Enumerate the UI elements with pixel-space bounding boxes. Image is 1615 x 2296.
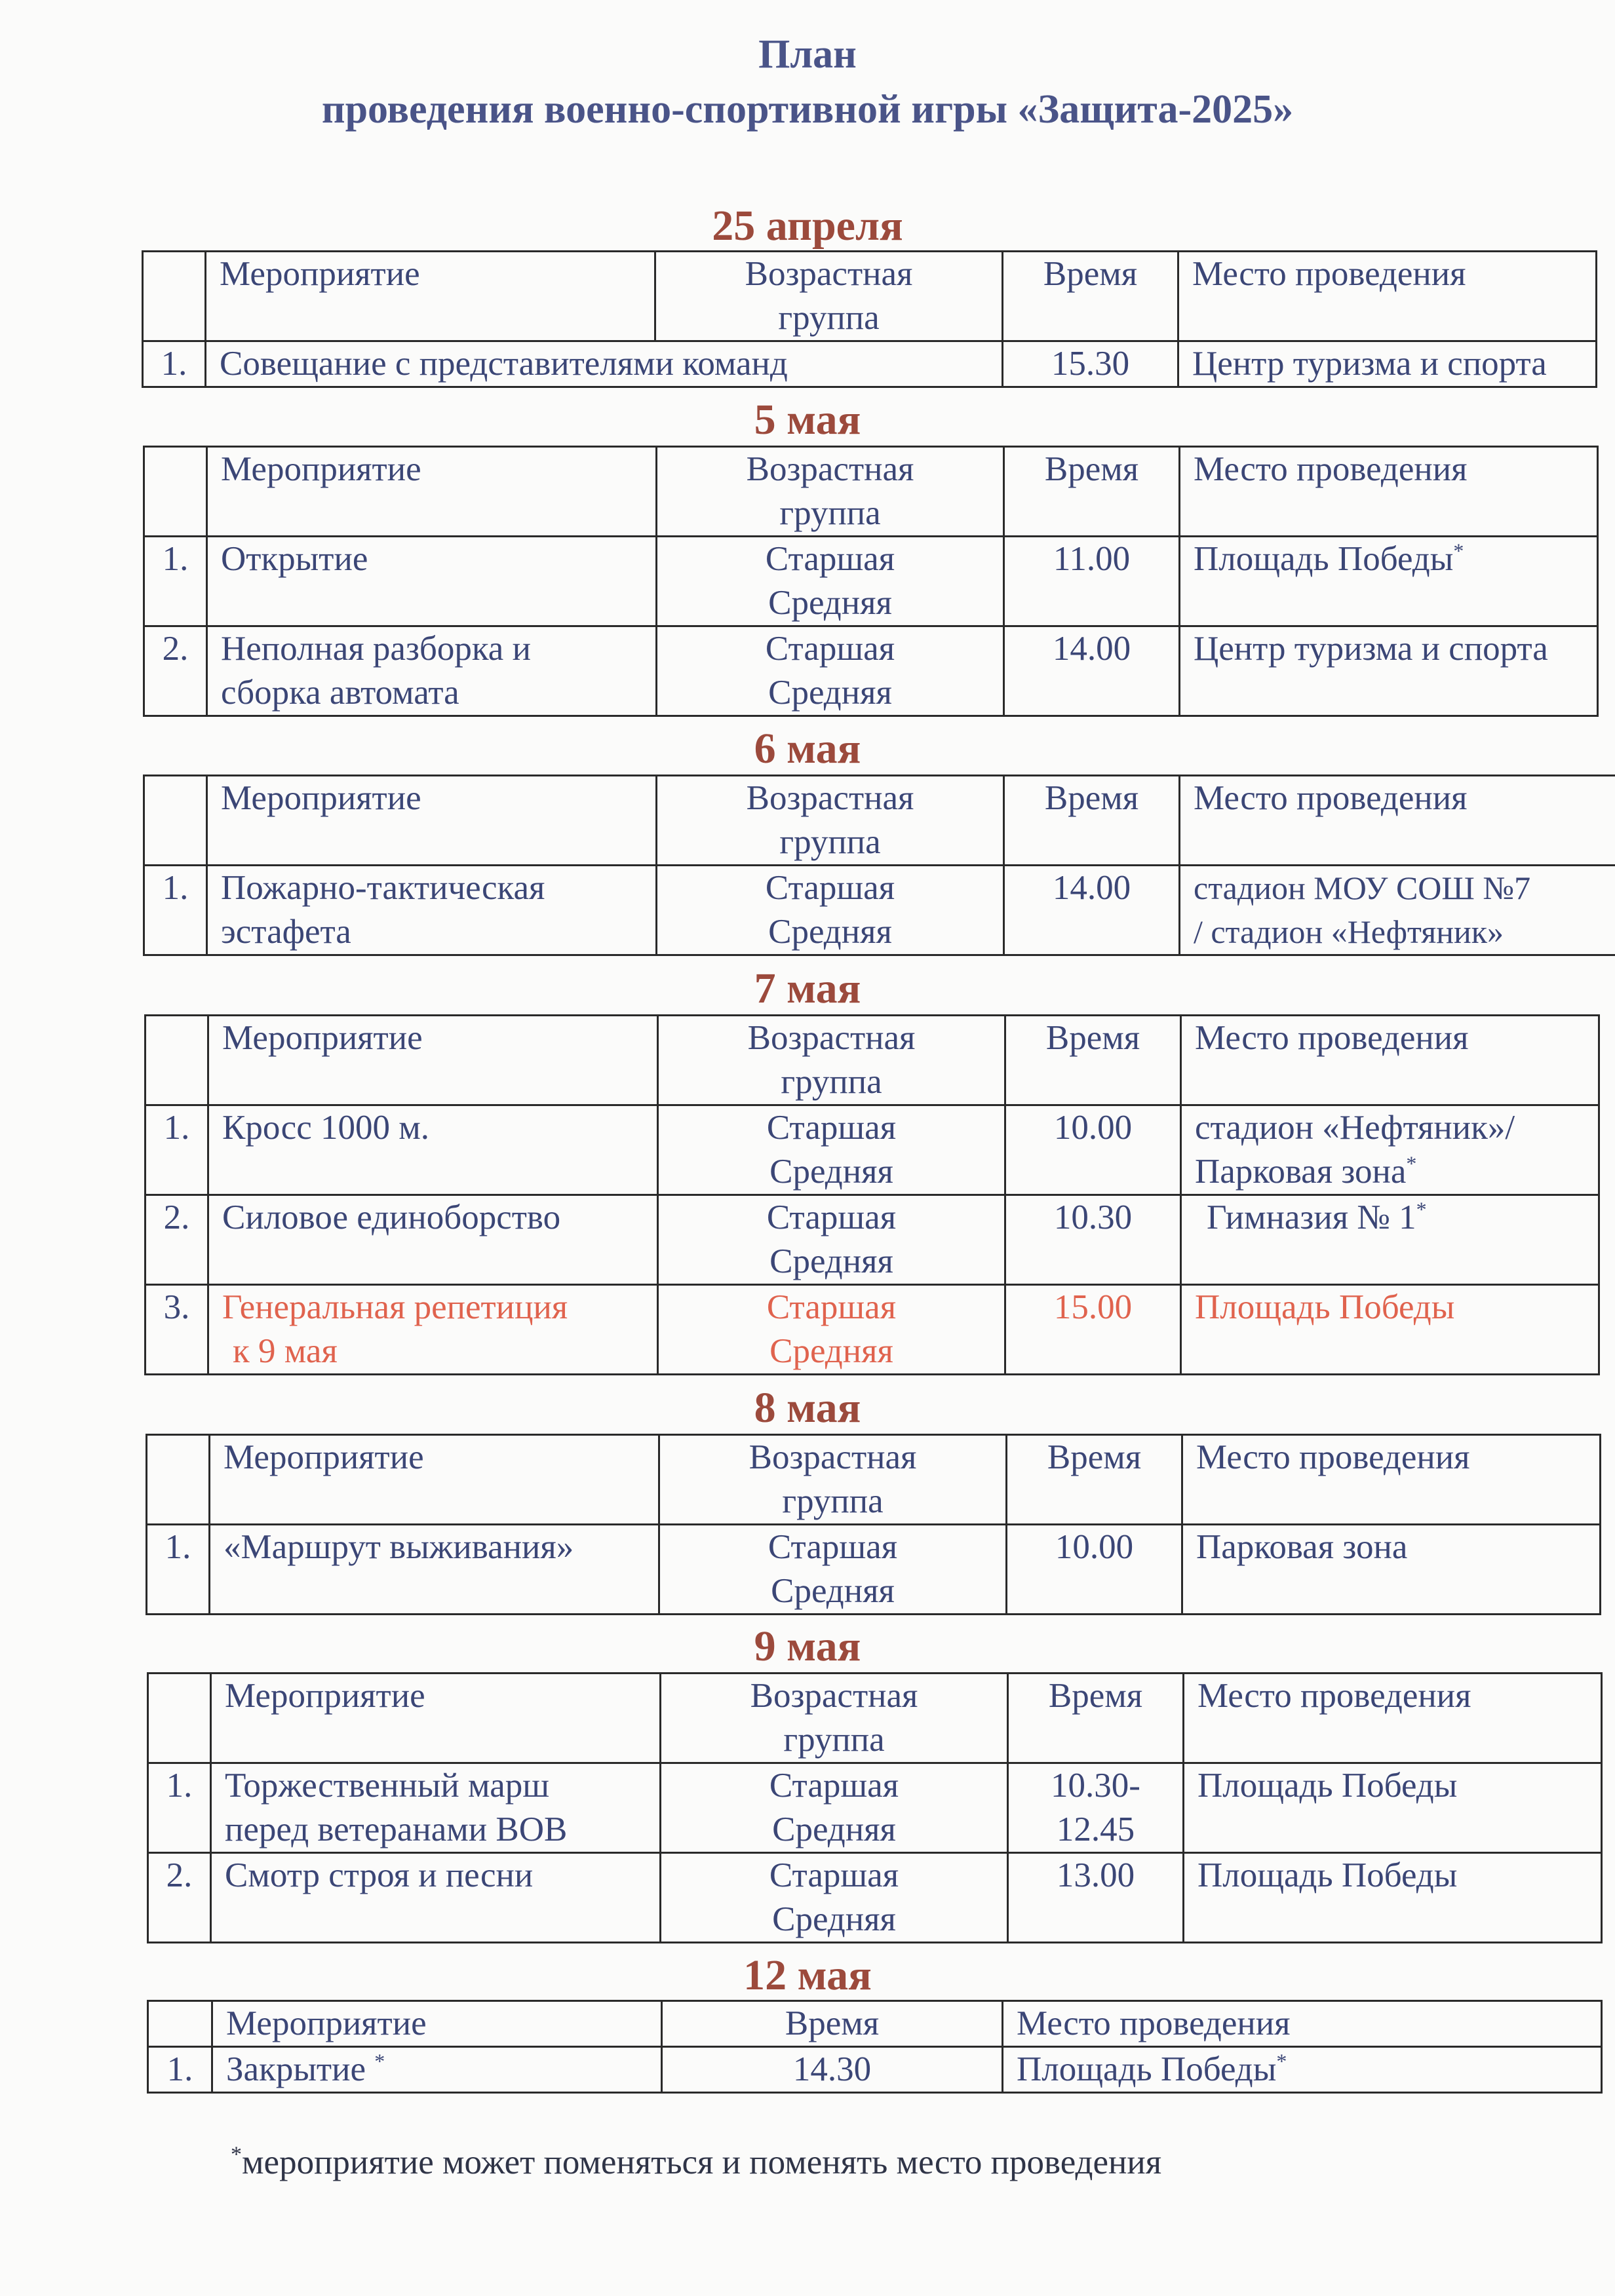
footnote-mark: *	[374, 2049, 385, 2073]
row-time: 13.00	[1008, 1853, 1184, 1943]
row-place: Центр туризма и спорта	[1180, 626, 1598, 716]
table-row	[147, 1525, 1601, 1615]
row-event: Открытие	[207, 537, 657, 626]
footnote-mark: *	[1406, 1151, 1417, 1176]
table-row	[148, 2047, 1602, 2093]
header-event: Мероприятие	[212, 2001, 662, 2047]
row-place: Площадь Победы*	[1003, 2047, 1602, 2093]
page-subtitle: проведения военно-спортивной игры «Защита-2025»	[321, 87, 1294, 132]
header-event: Мероприятие	[210, 1435, 659, 1525]
header-age-group: Возрастная группа	[661, 1674, 1008, 1763]
row-num: 2.	[146, 1195, 208, 1285]
footnote-text: мероприятие может поменяться и поменять место проведения	[242, 2143, 1162, 2181]
header-event: Мероприятие	[208, 1016, 658, 1105]
footnote-mark: *	[1276, 2049, 1287, 2073]
table-header-row	[143, 252, 1597, 341]
row-time: 10.30	[1005, 1195, 1181, 1285]
row-age-group: Старшая Средняя	[661, 1853, 1008, 1943]
header-num	[146, 1016, 208, 1105]
row-age-group: Старшая Средняя	[658, 1285, 1005, 1375]
header-event: Мероприятие	[206, 252, 655, 341]
header-place: Место проведения	[1178, 252, 1597, 341]
row-event: Закрытие *	[212, 2047, 662, 2093]
date-heading: 6 мая	[754, 725, 861, 773]
header-age-group: Возрастная группа	[655, 252, 1003, 341]
row-event: Генеральная репетиция к 9 мая	[208, 1285, 658, 1375]
header-time: Время	[662, 2001, 1003, 2047]
header-time: Время	[1005, 1016, 1181, 1105]
row-place: Гимназия № 1*	[1181, 1195, 1599, 1285]
schedule-table-9-may	[147, 1672, 1603, 1943]
table-row	[144, 866, 1615, 955]
header-place: Место проведения	[1180, 776, 1615, 866]
row-event: Силовое единоборство	[208, 1195, 658, 1285]
header-time: Время	[1003, 252, 1178, 341]
header-time: Время	[1004, 447, 1180, 537]
date-heading: 12 мая	[743, 1951, 872, 1999]
row-num: 1.	[148, 1763, 211, 1853]
row-place: Площадь Победы	[1184, 1853, 1602, 1943]
row-num: 2.	[148, 1853, 211, 1943]
row-age-group: Старшая Средняя	[657, 866, 1004, 955]
row-place: Площадь Победы*	[1180, 537, 1598, 626]
row-event: Неполная разборка и сборка автомата	[207, 626, 657, 716]
schedule-table-25-april	[142, 250, 1597, 388]
header-place: Место проведения	[1003, 2001, 1602, 2047]
table-header-row	[148, 2001, 1602, 2047]
header-place: Место проведения	[1180, 447, 1598, 537]
row-num: 1.	[143, 341, 206, 387]
row-time: 14.00	[1004, 866, 1180, 955]
row-num: 3.	[146, 1285, 208, 1375]
footnote-mark: *	[1416, 1197, 1427, 1221]
page-title: План	[758, 32, 857, 77]
row-time: 11.00	[1004, 537, 1180, 626]
row-place: Парковая зона	[1182, 1525, 1601, 1615]
schedule-table-8-may	[146, 1434, 1601, 1615]
date-heading: 8 мая	[754, 1384, 861, 1432]
date-heading: 5 мая	[754, 396, 861, 444]
table-header-row	[148, 1674, 1602, 1763]
header-place: Место проведения	[1181, 1016, 1599, 1105]
schedule-table-5-may	[143, 446, 1599, 717]
row-num: 1.	[148, 2047, 212, 2093]
row-event: Пожарно-тактическая эстафета	[207, 866, 657, 955]
date-heading: 9 мая	[754, 1622, 861, 1670]
header-age-group: Возрастная группа	[659, 1435, 1007, 1525]
row-num: 1.	[147, 1525, 210, 1615]
header-event: Мероприятие	[207, 776, 657, 866]
row-num: 1.	[144, 866, 207, 955]
row-event: Совещание с представителями команд	[206, 341, 1003, 387]
header-age-group: Возрастная группа	[658, 1016, 1005, 1105]
header-num	[143, 252, 206, 341]
date-heading: 7 мая	[754, 965, 861, 1012]
table-header-row	[144, 776, 1615, 866]
header-num	[148, 1674, 211, 1763]
table-header-row	[146, 1016, 1599, 1105]
header-time: Время	[1007, 1435, 1182, 1525]
row-event: Кросс 1000 м.	[208, 1105, 658, 1195]
row-time: 15.00	[1005, 1285, 1181, 1375]
row-event: «Маршрут выживания»	[210, 1525, 659, 1615]
footnote-mark: *	[231, 2142, 242, 2167]
row-time: 10.30- 12.45	[1008, 1763, 1184, 1853]
footnote	[231, 2143, 1161, 2182]
table-row	[148, 1853, 1602, 1943]
row-age-group: Старшая Средняя	[657, 537, 1004, 626]
table-row	[144, 626, 1598, 716]
header-age-group: Возрастная группа	[657, 776, 1004, 866]
date-heading: 25 апреля	[712, 202, 903, 250]
row-time: 14.00	[1004, 626, 1180, 716]
table-row-highlighted	[146, 1285, 1599, 1375]
header-event: Мероприятие	[211, 1674, 661, 1763]
row-time: 14.30	[662, 2047, 1003, 2093]
table-header-row	[144, 447, 1598, 537]
row-place: Площадь Победы	[1184, 1763, 1602, 1853]
schedule-table-6-may	[143, 775, 1615, 956]
row-event: Торжественный марш перед ветеранами ВОВ	[211, 1763, 661, 1853]
header-num	[148, 2001, 212, 2047]
header-time: Время	[1004, 776, 1180, 866]
table-row	[144, 537, 1598, 626]
row-num: 2.	[144, 626, 207, 716]
row-time: 15.30	[1003, 341, 1178, 387]
row-num: 1.	[144, 537, 207, 626]
header-num	[144, 776, 207, 866]
header-num	[144, 447, 207, 537]
header-num	[147, 1435, 210, 1525]
row-place: стадион МОУ СОШ №7 / стадион «Нефтяник»	[1180, 866, 1615, 955]
header-place: Место проведения	[1184, 1674, 1602, 1763]
header-time: Время	[1008, 1674, 1184, 1763]
table-row	[146, 1195, 1599, 1285]
row-age-group: Старшая Средняя	[658, 1195, 1005, 1285]
row-event: Смотр строя и песни	[211, 1853, 661, 1943]
schedule-table-12-may	[147, 2000, 1603, 2094]
row-age-group: Старшая Средняя	[658, 1105, 1005, 1195]
row-place: Площадь Победы	[1181, 1285, 1599, 1375]
table-row	[146, 1105, 1599, 1195]
header-event: Мероприятие	[207, 447, 657, 537]
table-row	[148, 1763, 1602, 1853]
table-row	[143, 341, 1597, 387]
row-time: 10.00	[1007, 1525, 1182, 1615]
footnote-mark: *	[1453, 539, 1464, 563]
row-age-group: Старшая Средняя	[661, 1763, 1008, 1853]
row-age-group: Старшая Средняя	[659, 1525, 1007, 1615]
row-num: 1.	[146, 1105, 208, 1195]
row-place: Центр туризма и спорта	[1178, 341, 1597, 387]
row-place: стадион «Нефтяник»/ Парковая зона*	[1181, 1105, 1599, 1195]
row-age-group: Старшая Средняя	[657, 626, 1004, 716]
row-time: 10.00	[1005, 1105, 1181, 1195]
header-age-group: Возрастная группа	[657, 447, 1004, 537]
table-header-row	[147, 1435, 1601, 1525]
header-place: Место проведения	[1182, 1435, 1601, 1525]
schedule-table-7-may	[144, 1014, 1600, 1375]
